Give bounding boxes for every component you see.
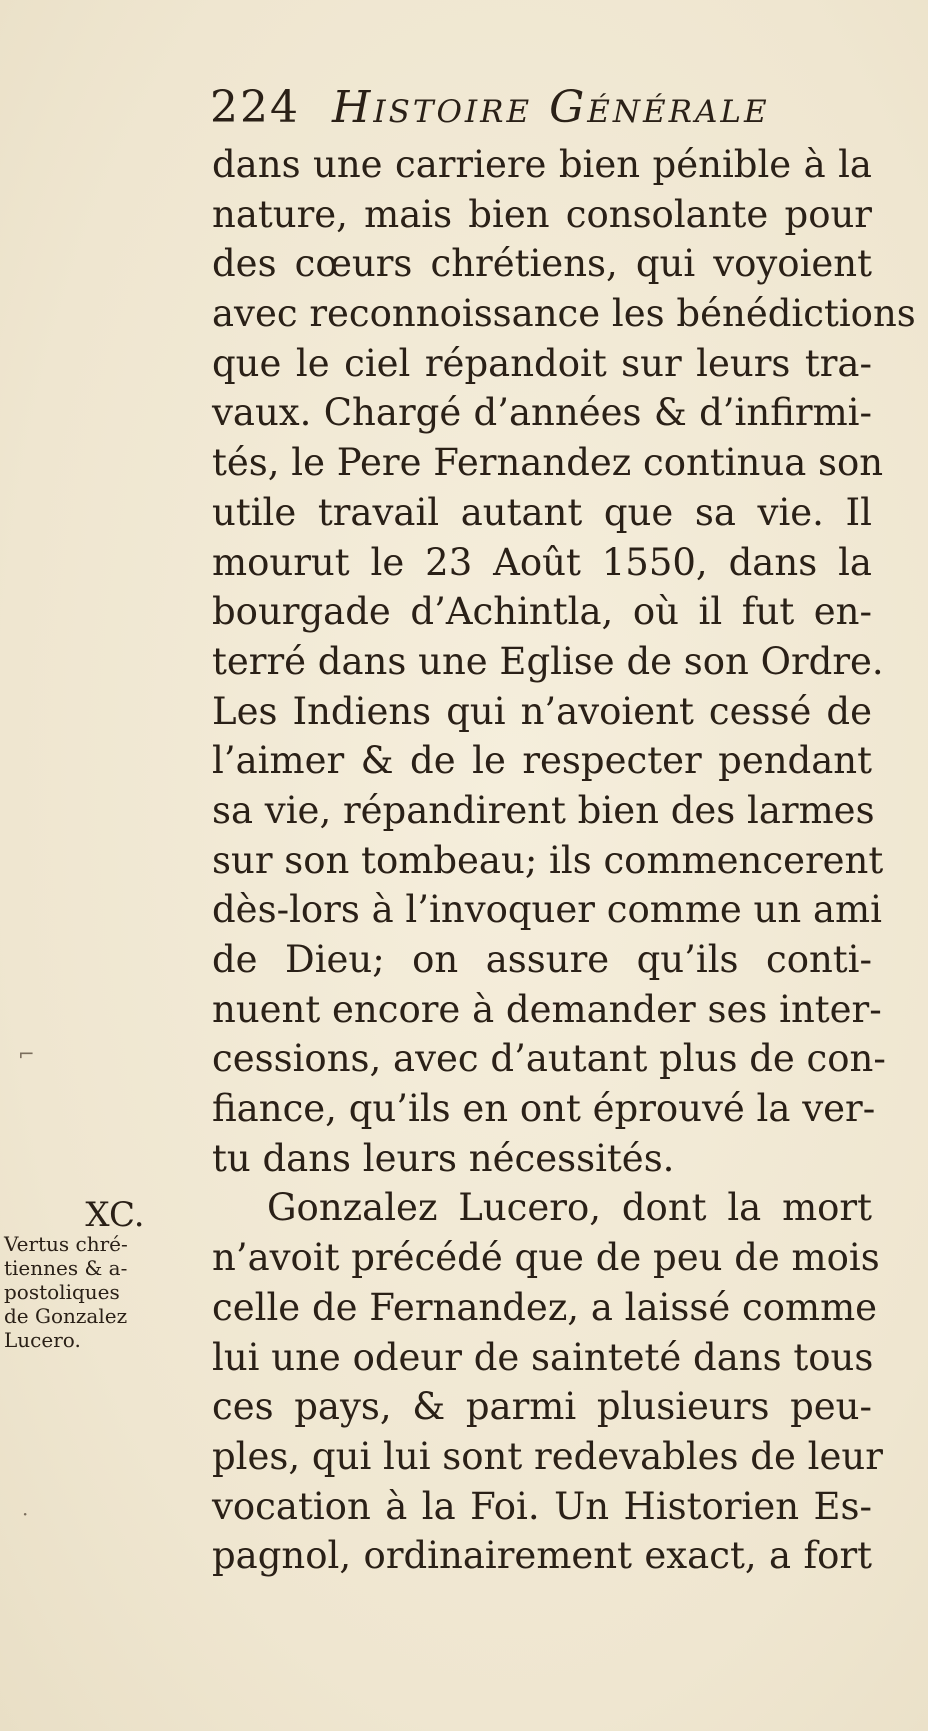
body-line: ples, qui lui sont redevables de leur — [212, 1434, 883, 1478]
margin-note-line: postoliques — [4, 1280, 120, 1304]
body-line: que le ciel répandoit sur leurs tra- — [212, 341, 872, 385]
body-line: bourgade d’Achintla, où il fut en- — [212, 590, 872, 634]
ink-mark: ⌐ — [18, 1042, 35, 1066]
body-line: nature, mais bien consolante pour — [212, 192, 872, 236]
running-head — [210, 82, 870, 142]
body-line: ces pays, & parmi plusieurs peu- — [212, 1385, 872, 1429]
body-line: tu dans leurs nécessités. — [212, 1136, 675, 1180]
body-line: fiance, qu’ils en ont éprouvé la ver- — [212, 1087, 876, 1131]
body-line: tés, le Pere Fernandez continua son — [212, 441, 884, 485]
body-line: sa vie, répandirent bien des larmes — [212, 788, 875, 832]
running-title: Histoire Générale — [331, 82, 770, 133]
body-line: n’avoit précédé que de peu de mois — [212, 1236, 880, 1280]
margin-note-line: de Gonzalez — [4, 1304, 128, 1328]
body-line: terré dans une Eglise de son Ordre. — [212, 639, 884, 683]
margin-section-number: XC. — [85, 1195, 145, 1235]
body-line: avec reconnoissance les bénédictions — [212, 292, 916, 336]
body-line: vocation à la Foi. Un Historien Es- — [212, 1484, 872, 1528]
body-line: l’aimer & de le respecter pendant — [212, 739, 872, 783]
body-line: celle de Fernandez, a laissé comme — [212, 1285, 878, 1329]
body-line: sur son tombeau; ils commencerent — [212, 838, 884, 882]
body-line: dès-lors à l’invoquer comme un ami — [212, 888, 882, 932]
body-line: mourut le 23 Août 1550, dans la — [212, 540, 872, 584]
body-line: vaux. Chargé d’années & d’infirmi- — [212, 391, 872, 435]
margin-note-line: Vertus chré- — [4, 1232, 128, 1256]
margin-note-line: Lucero. — [4, 1328, 81, 1352]
body-line: cessions, avec d’autant plus de con- — [212, 1037, 886, 1081]
body-line: nuent encore à demander ses inter- — [212, 987, 882, 1031]
body-line: de Dieu; on assure qu’ils conti- — [212, 938, 872, 981]
body-text — [212, 140, 916, 1581]
ink-mark: · — [22, 1502, 29, 1526]
body-line: Gonzalez Lucero, dont la mort — [267, 1186, 872, 1230]
margin-note — [4, 1232, 204, 1352]
body-line: utile travail autant que sa vie. Il — [212, 490, 872, 534]
body-line: dans une carriere bien pénible à la — [212, 143, 872, 186]
body-line: Les Indiens qui n’avoient cessé de — [212, 689, 872, 733]
body-line: des cœurs chrétiens, qui voyoient — [212, 242, 872, 286]
body-line: pagnol, ordinairement exact, a fort — [212, 1534, 872, 1578]
page-number: 224 — [210, 82, 300, 133]
body-line: lui une odeur de sainteté dans tous — [212, 1335, 874, 1379]
margin-note-line: tiennes & a- — [4, 1256, 128, 1280]
